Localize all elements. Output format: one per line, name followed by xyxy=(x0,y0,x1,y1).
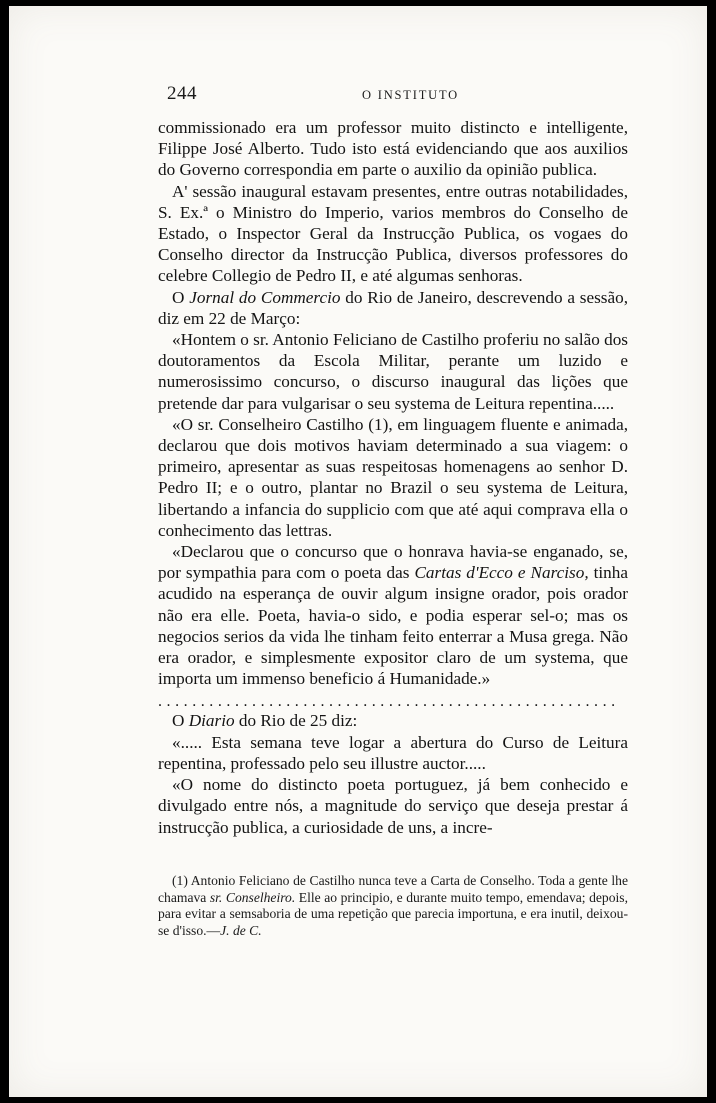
paragraph-3 xyxy=(158,287,628,329)
footnote-start: (1) Antonio Feliciano de Castilho nunca teve a Carta de Conselho. Toda a gente lhe chamava xyxy=(158,873,628,905)
paragraph-2: A' sessão inaugural estavam presentes, entre outras notabilidades, S. Ex.ª o Ministro do Imperio, varios membros do Conselho de Estado, o Inspector Geral da Instrucção Publica, os vogaes do Conselho director da Instrucção Publica, diversos professores do celebre Collegio de Pedro II, e até algumas senhoras. xyxy=(158,181,628,286)
ellipsis-divider: ...................................................... xyxy=(158,694,620,711)
paragraph-6-start: «Declarou que o concurso que o honrava havia-se enganado, se, por sympathia para com o poeta das xyxy=(158,542,628,583)
paragraph-4: «Hontem o sr. Antonio Feliciano de Castilho proferiu no salão dos doutoramentos da Escola Militar, perante um luzido e numerosissimo concurso, o discurso inaugural das lições que pretende dar para vulgarisar o seu systema de Leitura repentina..... xyxy=(158,330,628,413)
paragraph-8: «..... Esta semana teve logar a abertura do Curso de Leitura repentina, professado pelo seu illustre auctor..... xyxy=(158,732,628,773)
footnote-signature: J. de C. xyxy=(220,922,262,938)
paragraph-3-start: O xyxy=(172,287,190,307)
paragraph-7-end: do Rio de 25 diz: xyxy=(234,711,358,731)
paragraph-3-end: do Rio de Janeiro, descrevendo a sessão, diz em 22 de Março: xyxy=(158,287,628,328)
paragraph-5: «O sr. Conselheiro Castilho (1), em linguagem fluente e animada, declarou que dois motivos haviam determinado a sua viagem: o primeiro, apresentar as suas respeitosas homenagens ao senhor D. Pedro II; e o outro, plantar no Brazil o seu systema de Leitura, libertando a infancia do supplicio com que até aqui comprava ella o conhecimento das lettras. xyxy=(158,414,628,540)
footnote-text xyxy=(158,873,628,939)
body-text xyxy=(158,117,628,838)
page-number: 244 xyxy=(167,83,197,104)
paragraph-6 xyxy=(158,541,628,689)
footnote-italic-title: sr. Conselheiro. xyxy=(209,889,296,905)
newspaper-title-jornal: Jornal do Commercio xyxy=(189,287,341,307)
paragraph-9: «O nome do distincto poeta portuguez, já bem conhecido e divulgado entre nós, a magnitude do serviço que deseja prestar á instrucção publica, a curiosidade de uns, a incre- xyxy=(158,775,628,837)
book-title-cartas: Cartas d'Ecco e Narciso, xyxy=(414,563,589,583)
newspaper-title-diario: Diario xyxy=(188,711,235,731)
footnote xyxy=(158,873,628,939)
paragraph-7-start: O xyxy=(172,711,189,731)
running-title: O INSTITUTO xyxy=(362,88,459,102)
paragraph-7 xyxy=(158,710,628,731)
paragraph-6-end: tinha acudido na esperança de ouvir algum insigne orador, pois orador não era elle. Poeta, havia-o sido, e podia esperar sel-o; mas os negocios serios da vida lhe tinham feito enterrar a Musa grega. Não era orador, e simplesmente expositor claro de um systema, que importa um immenso beneficio á Humanidade.» xyxy=(158,563,628,689)
page-header xyxy=(167,83,637,105)
paragraph-1: commissionado era um professor muito distincto e intelligente, Filippe José Alberto. Tudo isto está evidenciando que aos auxilios do Governo correspondia em parte o auxilio da opinião publica. xyxy=(158,118,628,180)
footnote-middle: Elle ao principio, e durante muito tempo, emendava; depois, para evitar a semsaboria de uma repetição que parecia importuna, e era inutil, deixou-se d'isso.— xyxy=(158,889,628,938)
